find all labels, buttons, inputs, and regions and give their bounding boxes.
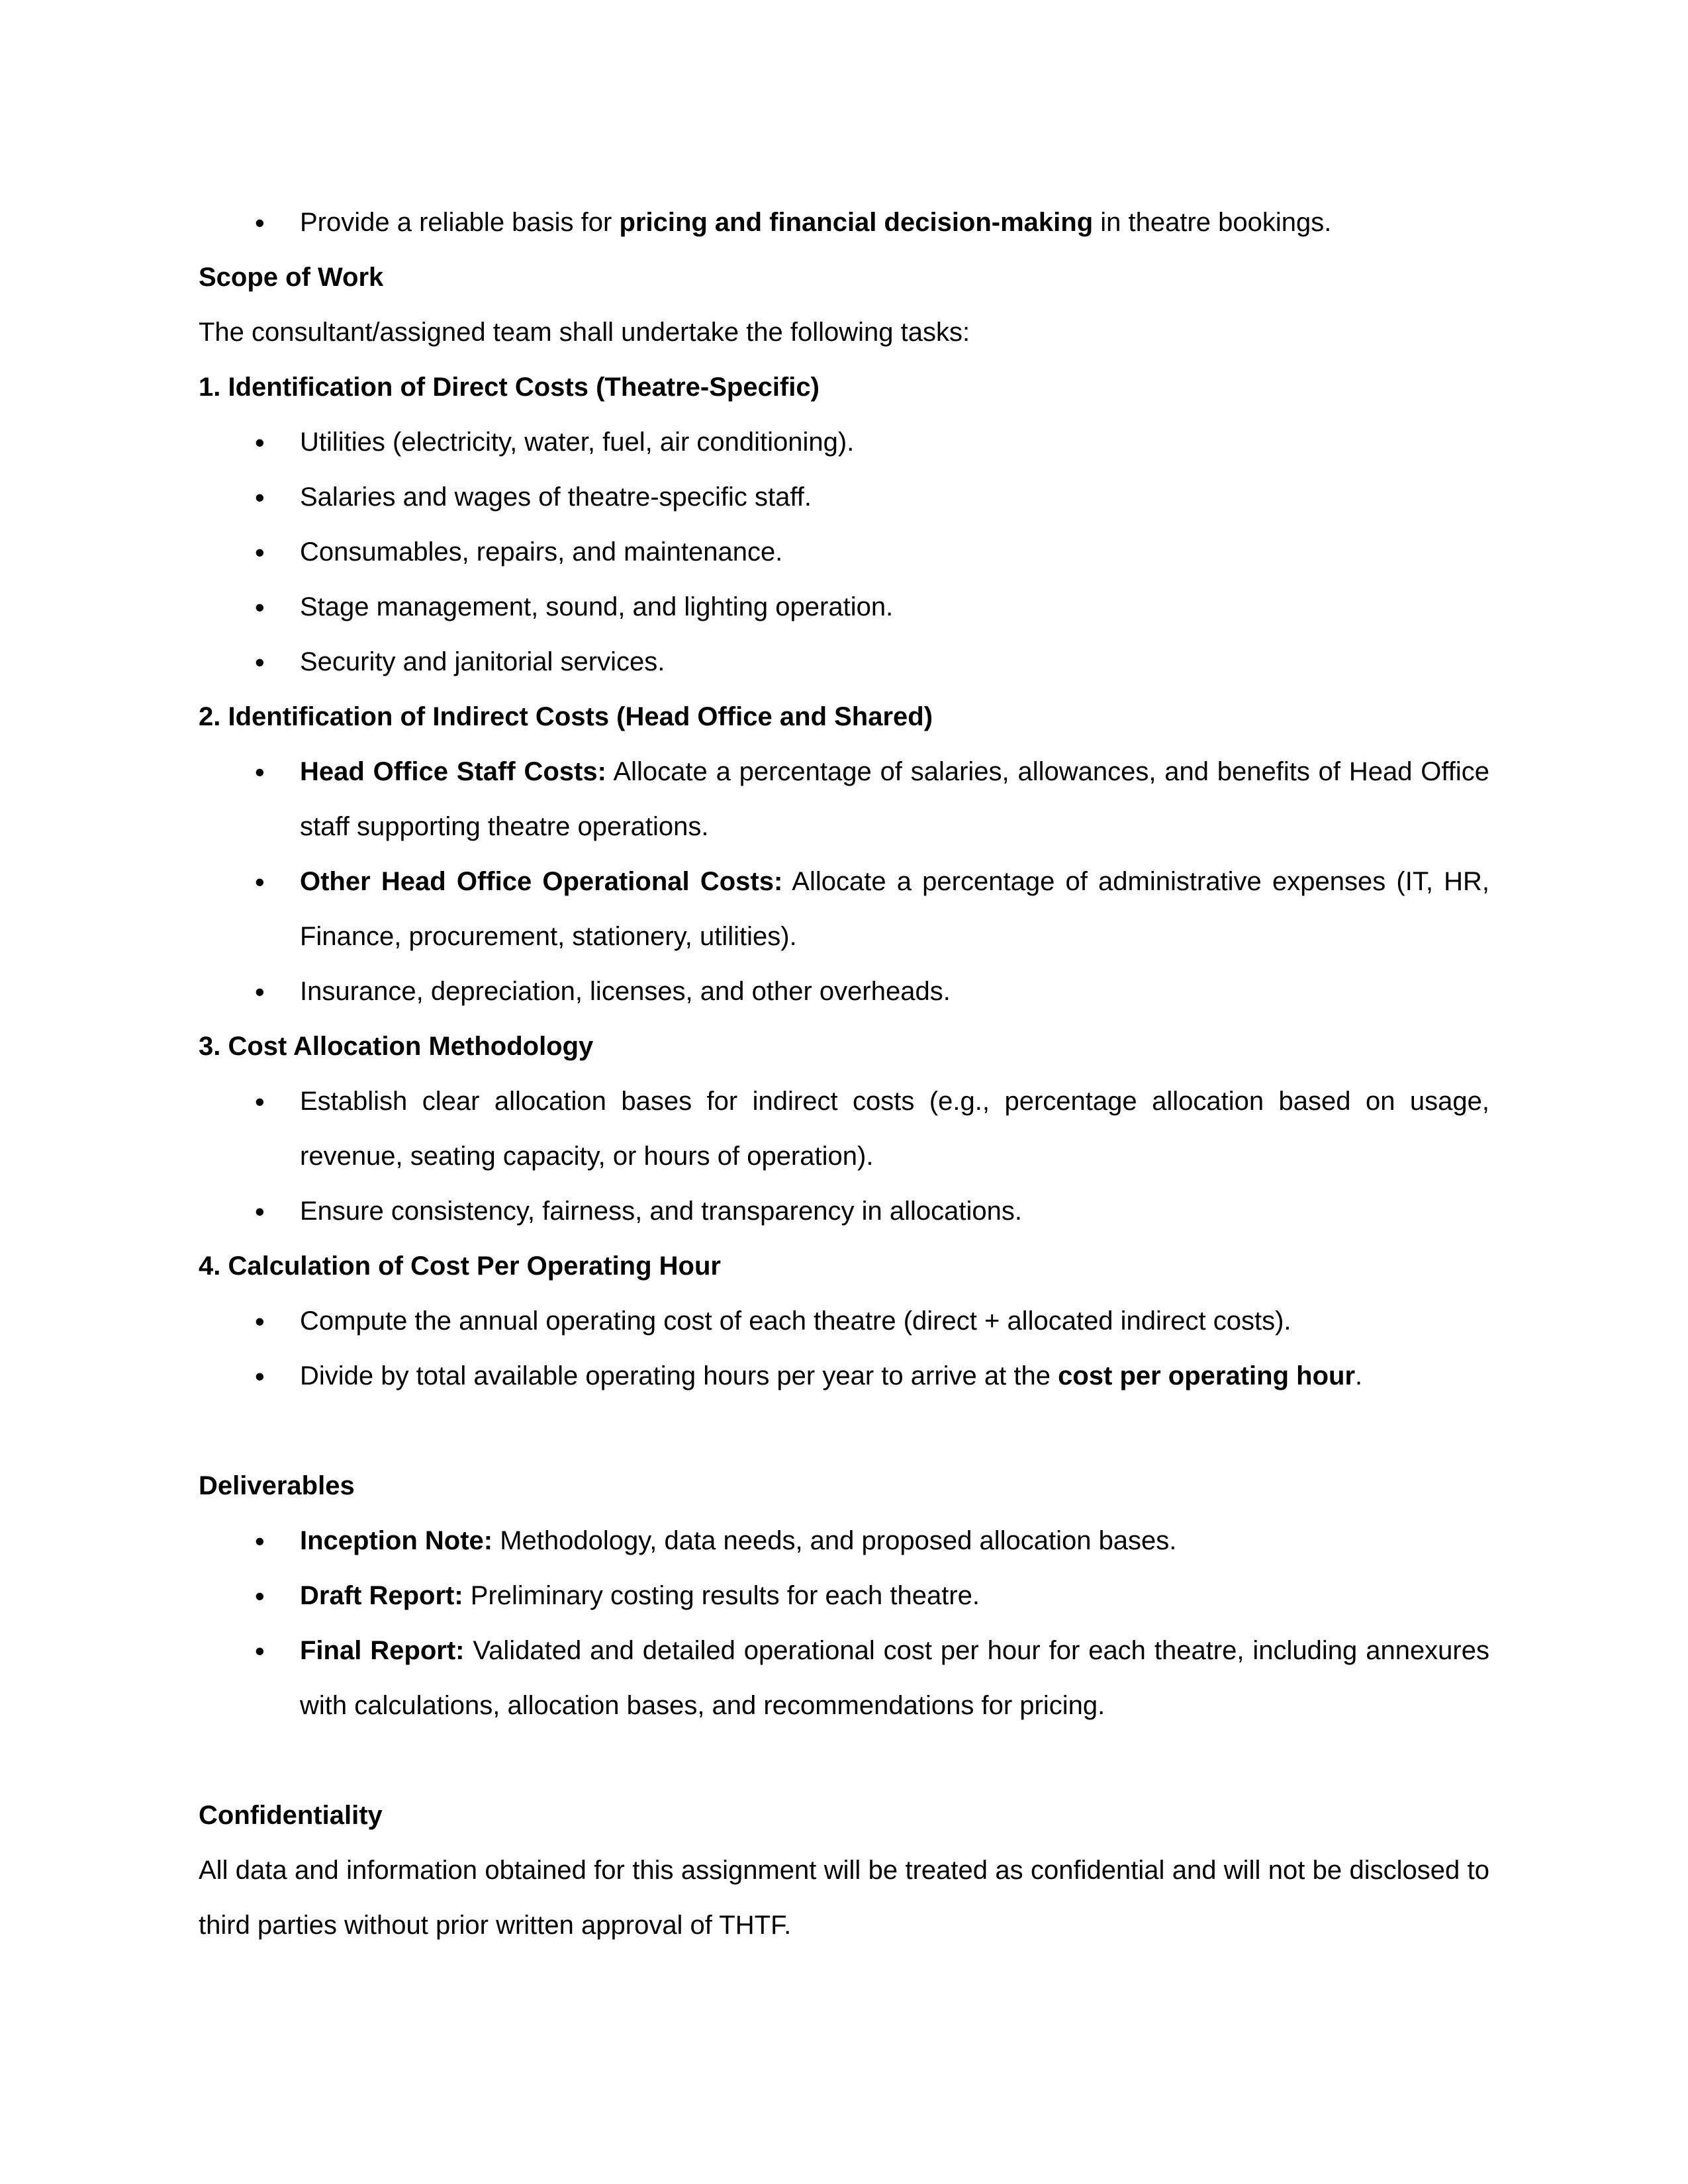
list-item <box>199 470 1489 525</box>
list-item-text <box>300 482 812 512</box>
paragraph <box>199 305 1489 360</box>
text-run-bold: Head Office Staff Costs: <box>300 757 606 786</box>
bullet-icon: • <box>255 537 265 568</box>
text-run: Ensure consistency, fairness, and transparency in allocations. <box>300 1197 1022 1226</box>
list-item <box>199 964 1489 1019</box>
bullet-icon: • <box>255 866 265 897</box>
text-run-bold: Other Head Office Operational Costs: <box>300 867 783 896</box>
text-run-bold: 2. Identification of Indirect Costs (Head Office and Shared) <box>199 702 933 731</box>
section-heading <box>199 360 1489 415</box>
text-run: Salaries and wages of theatre-specific staff. <box>300 482 812 512</box>
list-item-text <box>300 867 1489 951</box>
list-item-text <box>300 1636 1489 1720</box>
list-item-text <box>300 1361 1362 1390</box>
list-item <box>199 195 1489 250</box>
bullet-icon: • <box>255 756 265 788</box>
bullet-icon: • <box>255 1086 265 1117</box>
text-run: Insurance, depreciation, licenses, and other overheads. <box>300 977 951 1006</box>
section-heading <box>199 250 1489 305</box>
bullet-icon: • <box>255 592 265 623</box>
text-run-bold: Final Report: <box>300 1636 465 1665</box>
text-run: All data and information obtained for this assignment will be treated as confidential and will not be disclosed to third parties without prior written approval of THTF. <box>199 1856 1489 1940</box>
text-run: in theatre bookings. <box>1093 208 1332 237</box>
bullet-icon: • <box>255 1580 265 1612</box>
list-item-text <box>300 208 1331 237</box>
text-run: Preliminary costing results for each theatre. <box>463 1581 980 1610</box>
text-run: Compute the annual operating cost of each theatre (direct + allocated indirect costs). <box>300 1306 1291 1336</box>
document-body <box>199 195 1489 1953</box>
text-run-bold: Draft Report: <box>300 1581 463 1610</box>
text-run-bold: Deliverables <box>199 1471 355 1500</box>
list-item-text <box>300 1581 980 1610</box>
bullet-icon: • <box>255 976 265 1007</box>
text-run: Establish clear allocation bases for indirect costs (e.g., percentage allocation based on usage, revenue, seating capacity, or hours of operation). <box>300 1087 1489 1171</box>
list-item-text <box>300 592 893 621</box>
section-heading <box>199 1019 1489 1074</box>
text-run: Validated and detailed operational cost per hour for each theatre, including annexures with calculations, allocation bases, and recommendations for pricing. <box>300 1636 1489 1720</box>
blank-line <box>199 1404 1489 1459</box>
text-run-bold: Confidentiality <box>199 1801 383 1830</box>
list-item <box>199 1349 1489 1404</box>
text-run-bold: 1. Identification of Direct Costs (Theatre-Specific) <box>199 373 820 402</box>
list-item <box>199 580 1489 635</box>
bullet-icon: • <box>255 1196 265 1227</box>
section-heading <box>199 690 1489 745</box>
text-run-bold: Scope of Work <box>199 263 384 292</box>
list-item <box>199 1294 1489 1349</box>
paragraph <box>199 1843 1489 1953</box>
list-item-text <box>300 1197 1022 1226</box>
list-item <box>199 1184 1489 1239</box>
text-run-bold: Inception Note: <box>300 1526 493 1555</box>
text-run: Allocate a percentage of administrative expenses (IT, HR, Finance, procurement, stationery, utilities). <box>300 867 1490 951</box>
bullet-icon: • <box>255 1306 265 1337</box>
text-run: Consumables, repairs, and maintenance. <box>300 537 783 567</box>
section-heading <box>199 1788 1489 1843</box>
text-run-bold: cost per operating hour <box>1058 1361 1356 1390</box>
list-item <box>199 525 1489 580</box>
text-run: Divide by total available operating hours per year to arrive at the <box>300 1361 1058 1390</box>
list-item <box>199 745 1489 854</box>
list-item <box>199 1569 1489 1623</box>
list-item-text <box>300 1087 1489 1171</box>
list-item-text <box>300 647 665 676</box>
text-run: Methodology, data needs, and proposed allocation bases. <box>492 1526 1177 1555</box>
bullet-icon: • <box>255 207 265 238</box>
list-item-text <box>300 428 854 457</box>
bullet-icon: • <box>255 1361 265 1392</box>
list-item-text <box>300 977 951 1006</box>
text-run: Provide a reliable basis for <box>300 208 620 237</box>
list-item <box>199 1074 1489 1184</box>
bullet-icon: • <box>255 1635 265 1666</box>
blank-line <box>199 1733 1489 1788</box>
list-item <box>199 854 1489 964</box>
section-heading <box>199 1239 1489 1294</box>
text-run: Security and janitorial services. <box>300 647 665 676</box>
text-run: Utilities (electricity, water, fuel, air conditioning). <box>300 428 855 457</box>
list-item-text <box>300 757 1489 841</box>
text-run: Allocate a percentage of salaries, allowances, and benefits of Head Office staff supporting theatre operations. <box>300 757 1489 841</box>
text-run: Stage management, sound, and lighting operation. <box>300 592 894 621</box>
list-item <box>199 635 1489 690</box>
section-heading <box>199 1459 1489 1514</box>
list-item <box>199 415 1489 470</box>
text-run-bold: 3. Cost Allocation Methodology <box>199 1032 594 1061</box>
text-run-bold: 4. Calculation of Cost Per Operating Hour <box>199 1251 721 1281</box>
bullet-icon: • <box>255 1525 265 1557</box>
list-item-text <box>300 537 782 567</box>
list-item-text <box>300 1306 1291 1336</box>
text-run-bold: pricing and financial decision-making <box>619 208 1094 237</box>
list-item <box>199 1623 1489 1733</box>
bullet-icon: • <box>255 427 265 458</box>
bullet-icon: • <box>255 482 265 513</box>
list-item <box>199 1514 1489 1569</box>
list-item-text <box>300 1526 1176 1555</box>
text-run: The consultant/assigned team shall undertake the following tasks: <box>199 318 970 347</box>
bullet-icon: • <box>255 647 265 678</box>
text-run: . <box>1355 1361 1363 1390</box>
